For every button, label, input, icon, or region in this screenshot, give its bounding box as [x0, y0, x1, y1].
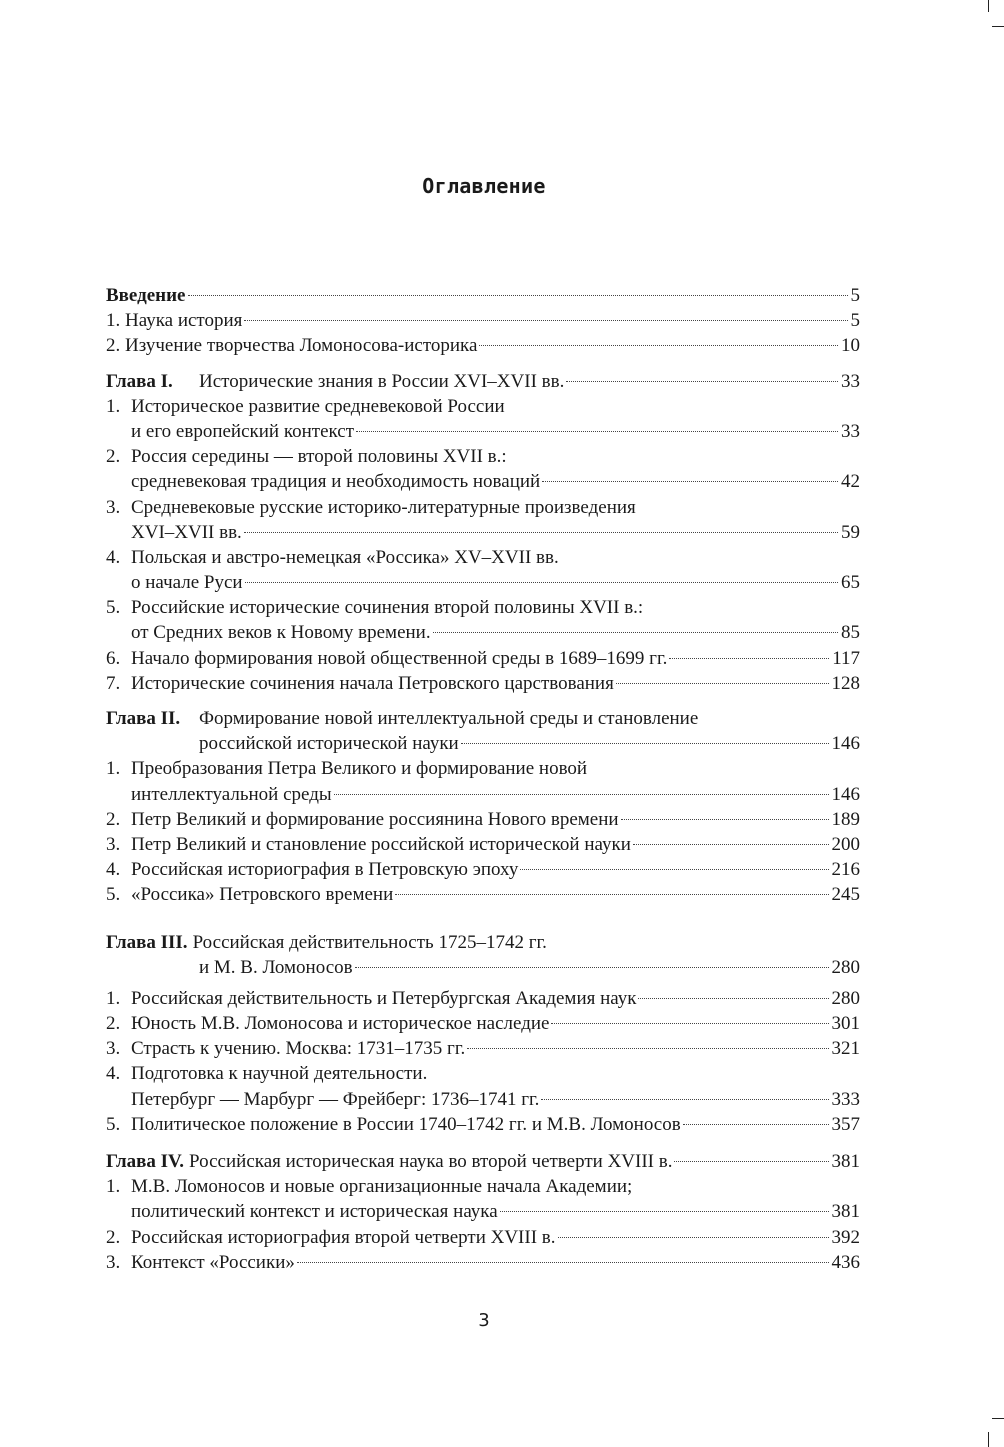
chapter-heading-cont[interactable]: и М. В. Ломоносов 280	[106, 955, 860, 980]
leader-dots	[244, 320, 847, 321]
leader-dots	[245, 582, 838, 583]
leader-dots	[541, 1099, 828, 1100]
toc-entry-cont[interactable]: от Средних веков к Новому времени. 85	[106, 620, 860, 645]
crop-mark	[988, 0, 989, 12]
leader-dots	[633, 844, 829, 845]
toc-chapter-2	[106, 706, 860, 908]
toc-entry[interactable]: 2. Российская историография второй четверти XVIII в. 392	[106, 1225, 860, 1250]
leader-dots	[683, 1124, 829, 1125]
leader-dots	[616, 683, 829, 684]
leader-dots	[542, 481, 838, 482]
toc-chapter-4	[106, 1149, 860, 1275]
chapter-heading[interactable]: Глава III. Российская действительность 1725–1742 гг.	[106, 931, 547, 953]
page-number: 200	[831, 833, 860, 855]
toc-entry[interactable]: 7. Исторические сочинения начала Петровского царствования 128	[106, 671, 860, 696]
toc-entry[interactable]: 5. Политическое положение в России 1740–1742 гг. и М.В. Ломоносов 357	[106, 1112, 860, 1137]
leader-dots	[669, 658, 829, 659]
page-number: 128	[831, 672, 860, 694]
entry-text: Глава I. Исторические знания в России XVI–XVII вв.	[106, 370, 565, 392]
toc-entry[interactable]: 4. Российская историография в Петровскую эпоху 216	[106, 857, 860, 882]
page-number: 189	[831, 808, 860, 830]
page-number: 333	[831, 1088, 860, 1110]
chapter-heading[interactable]	[106, 369, 860, 394]
toc-entry[interactable]: 1. Российская действительность и Петербургская Академия наук 280	[106, 986, 860, 1011]
leader-dots	[558, 1237, 829, 1238]
page-number: 245	[831, 884, 860, 906]
toc-entry[interactable]: 2. Петр Великий и формирование россиянина Нового времени 189	[106, 807, 860, 832]
page-number: 42	[841, 471, 860, 493]
toc-entry-cont[interactable]: политический контекст и историческая наука 381	[106, 1199, 860, 1224]
toc-entry[interactable]: 3. Контекст «Россики» 436	[106, 1250, 860, 1275]
leader-dots	[467, 1048, 828, 1049]
page-number: 280	[831, 956, 860, 978]
page-title: Оглавление	[422, 174, 546, 198]
toc-intro	[106, 283, 860, 359]
leader-dots	[334, 794, 829, 795]
chapter-heading[interactable]: Глава II. Формирование новой интеллектуальной среды и становление	[106, 708, 699, 729]
toc-entry[interactable]: 3. Средневековые русские историко-литературные произведения	[106, 496, 636, 518]
toc-chapter-3	[106, 930, 860, 1138]
leader-dots	[500, 1211, 829, 1212]
toc-entry[interactable]: 1. М.В. Ломоносов и новые организационные начала Академии;	[106, 1176, 633, 1198]
page-number: 5	[850, 285, 860, 306]
toc-entry[interactable]: 2. Юность М.В. Ломоносова и историческое наследие 301	[106, 1011, 860, 1036]
leader-dots	[520, 869, 828, 870]
chapter-heading[interactable]: Глава IV. Российская историческая наука во второй четверти XVIII в. 381	[106, 1149, 860, 1174]
crop-mark	[988, 1432, 989, 1447]
page-number: 436	[831, 1251, 860, 1273]
page-number: 357	[831, 1113, 860, 1135]
page-number: 33	[841, 370, 860, 392]
leader-dots	[188, 295, 848, 296]
page-number: 392	[831, 1226, 860, 1248]
leader-dots	[395, 894, 828, 895]
leader-dots	[433, 632, 838, 633]
toc-entry-cont[interactable]: средневековая традиция и необходимость новаций 42	[106, 469, 860, 494]
page-number: 59	[841, 521, 860, 543]
leader-dots	[638, 998, 828, 999]
toc-entry[interactable]: 1. Историческое развитие средневековой России	[106, 395, 505, 417]
page-number: 85	[841, 622, 860, 644]
leader-dots	[461, 743, 829, 744]
leader-dots	[621, 819, 829, 820]
leader-dots	[674, 1161, 828, 1162]
toc-entry-cont[interactable]: Петербург — Марбург — Фрейберг: 1736–1741 гг. 333	[106, 1087, 860, 1112]
page-number: 381	[831, 1201, 860, 1223]
entry-text: 1. Наука история	[106, 310, 243, 332]
page-number: 146	[831, 783, 860, 805]
page-number-footer: 3	[478, 1310, 490, 1331]
toc-entry-cont[interactable]: интеллектуальной среды 146	[106, 782, 860, 807]
leader-dots	[566, 381, 838, 382]
page-number: 146	[831, 733, 860, 755]
toc-entry[interactable]	[106, 308, 860, 333]
crop-mark	[992, 26, 1004, 27]
toc-entry[interactable]: 5. «Россика» Петровского времени 245	[106, 882, 860, 907]
leader-dots	[479, 345, 838, 346]
toc-entry-cont[interactable]: о начале Руси 65	[106, 570, 860, 595]
toc-entry[interactable]	[106, 333, 860, 358]
toc-entry[interactable]: 1. Преобразования Петра Великого и формирование новой	[106, 758, 588, 780]
leader-dots	[297, 1262, 829, 1263]
toc-entry-cont[interactable]: и его европейский контекст 33	[106, 419, 860, 444]
crop-mark	[992, 1418, 1004, 1419]
page-number: 10	[841, 335, 860, 357]
chapter-heading-cont[interactable]: российской исторической науки 146	[106, 731, 860, 756]
page-number: 65	[841, 572, 860, 594]
leader-dots	[355, 967, 829, 968]
page-number: 117	[832, 647, 860, 669]
toc-entry-cont[interactable]: XVI–XVII вв. 59	[106, 520, 860, 545]
toc-chapter-1	[106, 369, 860, 696]
page-number: 5	[850, 310, 860, 332]
intro-heading: Введение	[106, 285, 186, 306]
toc-entry[interactable]	[106, 283, 860, 308]
toc-entry[interactable]: 5. Российские исторические сочинения второй половины XVII в.:	[106, 597, 644, 619]
toc-entry[interactable]: 4. Подготовка к научной деятельности.	[106, 1063, 428, 1085]
page-number: 381	[831, 1151, 860, 1172]
page-number: 33	[841, 420, 860, 442]
leader-dots	[356, 431, 838, 432]
toc-entry[interactable]: 4. Польская и австро-немецкая «Россика» XV–XVII вв.	[106, 546, 559, 568]
toc-entry[interactable]: 3. Петр Великий и становление российской исторической науки 200	[106, 832, 860, 857]
leader-dots	[244, 532, 838, 533]
page-number: 321	[831, 1038, 860, 1060]
toc-entry[interactable]: 3. Страсть к учению. Москва: 1731–1735 гг. 321	[106, 1036, 860, 1061]
page-number: 216	[831, 859, 860, 881]
page-number: 301	[831, 1013, 860, 1035]
entry-text: 2. Изучение творчества Ломоносова-историка	[106, 335, 478, 357]
leader-dots	[551, 1023, 828, 1024]
table-of-contents	[106, 283, 860, 1275]
toc-entry[interactable]: 2. Россия середины — второй половины XVII в.:	[106, 446, 507, 468]
page-number: 280	[831, 987, 860, 1009]
toc-entry[interactable]: 6. Начало формирования новой общественной среды в 1689–1699 гг. 117	[106, 646, 860, 671]
